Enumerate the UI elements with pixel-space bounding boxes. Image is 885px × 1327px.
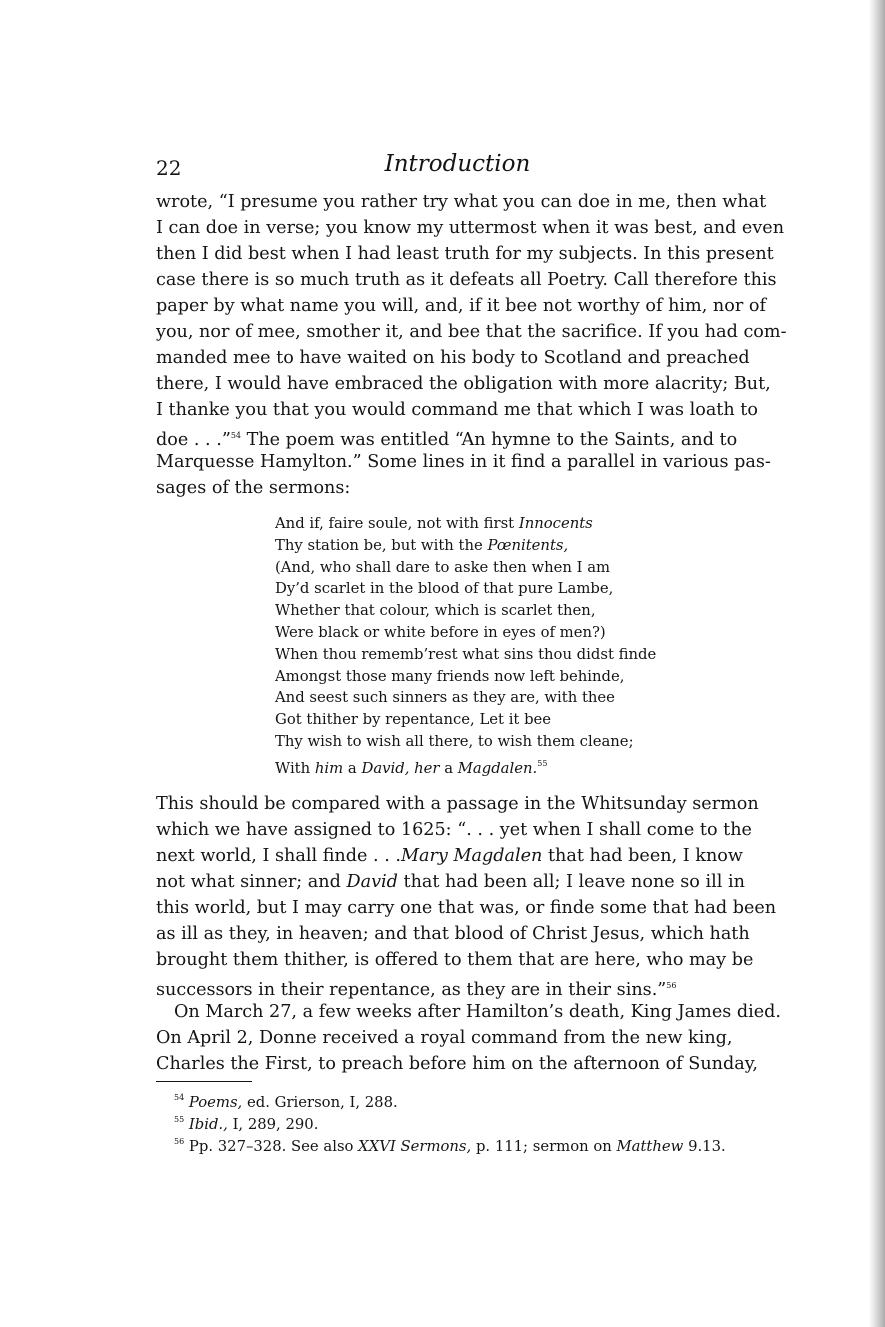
text-line: paper by what name you will, and, if it bee not worthy of him, nor of <box>156 296 766 316</box>
verse-text: With <box>275 759 311 777</box>
text-line: Charles the First, to preach before him on the afternoon of Sunday, <box>156 1054 758 1074</box>
text-line: wrote, “I presume you rather try what you can doe in me, then what <box>156 192 767 212</box>
footnote-text: p. 111; sermon on <box>475 1138 612 1155</box>
verse-line: Were black or white before in eyes of men?) <box>275 623 606 641</box>
footnote-text: ed. Grierson, I, 288. <box>246 1094 398 1111</box>
text-run: successors in their repentance, as they are in their sins.” <box>156 980 667 1000</box>
text-line: you, nor of mee, smother it, and bee that the sacrifice. If you had com- <box>156 322 787 342</box>
verse-line: (And, who shall dare to aske then when I am <box>275 558 611 576</box>
page-number: 22 <box>156 156 182 180</box>
verse-line: Whether that colour, which is scarlet then, <box>275 602 596 620</box>
verse-text: Thy station be, but with the <box>275 536 483 554</box>
verse-line: Dy’d scarlet in the blood of that pure Lambe, <box>275 580 614 598</box>
footnote-ref-55: 55 <box>537 758 548 768</box>
footnote-ref-56: 56 <box>666 981 677 990</box>
paragraph-letter-quote <box>156 189 787 501</box>
footnote-text: I, 289, 290. <box>232 1116 319 1133</box>
paragraph-king-james <box>156 999 782 1077</box>
text-line <box>156 423 738 450</box>
text-line: there, I would have embraced the obligation with more alacrity; But, <box>156 374 771 394</box>
text-line: brought them thither, is offered to them that are here, who may be <box>156 950 754 970</box>
text-line: This should be compared with a passage in the Whitsunday sermon <box>156 794 759 814</box>
verse-quotation <box>275 513 656 775</box>
verse-line: Got thither by repentance, Let it bee <box>275 711 552 729</box>
verse-text: a <box>444 759 454 777</box>
text-italic: David <box>346 872 398 892</box>
verse-italic: Magdalen. <box>457 759 538 777</box>
footnote-divider <box>156 1081 252 1082</box>
verse-text: And if, faire soule, not with first <box>275 515 515 532</box>
text-line: which we have assigned to 1625: “. . . yet when I shall come to the <box>156 820 752 840</box>
verse-line <box>275 513 656 535</box>
text-line: manded mee to have waited on his body to Scotland and preached <box>156 348 750 368</box>
footnote-italic: XXVI Sermons, <box>358 1138 472 1155</box>
text-line: case there is so much truth as it defeats all Poetry. Call therefore this <box>156 270 777 290</box>
page-edge-shadow <box>869 0 885 1327</box>
footnote-number: 55 <box>174 1115 185 1124</box>
text-line <box>156 973 732 999</box>
text-line: On April 2, Donne received a royal command from the new king, <box>156 1028 733 1048</box>
footnote-text: Pp. 327–328. See also <box>188 1138 354 1155</box>
verse-text: a <box>347 759 357 777</box>
text-line: I can doe in verse; you know my uttermost when it was best, and even <box>156 218 785 238</box>
text-run: that had been all; I leave none so ill in <box>403 872 745 892</box>
verse-italic: him <box>314 759 344 777</box>
running-head: Introduction <box>384 151 531 177</box>
footnote-italic: Ibid., <box>188 1116 228 1133</box>
text-run: next world, I shall finde . . . <box>156 846 401 866</box>
paragraph-whitsunday <box>156 791 777 1000</box>
text-run: The poem was entitled “An hymne to the Saints, and to <box>246 430 738 450</box>
verse-italic: Pœnitents, <box>487 536 569 554</box>
text-run: not what sinner; and <box>156 872 341 892</box>
footnote-number: 54 <box>174 1093 185 1102</box>
footnote-italic: Poems, <box>188 1094 243 1111</box>
footnote-55 <box>174 1109 734 1131</box>
footnote-ref-54: 54 <box>230 431 242 440</box>
text-line: as ill as they, in heaven; and that blood of Christ Jesus, which hath <box>156 924 750 944</box>
verse-line: Thy wish to wish all there, to wish them cleane; <box>275 732 634 750</box>
text-run: that had been, I know <box>547 846 743 866</box>
text-run: doe . . .” <box>156 430 231 450</box>
footnote-number: 56 <box>174 1137 185 1146</box>
text-line <box>156 843 743 869</box>
verse-line: Amongst those many friends now left behinde, <box>275 667 625 685</box>
footnote-text: 9.13. <box>688 1138 726 1155</box>
verse-italic: Innocents <box>518 515 593 532</box>
footnote-italic: Matthew <box>616 1138 684 1155</box>
verse-italic: David, <box>361 759 410 777</box>
verse-line <box>275 535 656 557</box>
text-line: On March 27, a few weeks after Hamilton’s death, King James died. <box>174 1002 782 1022</box>
verse-italic: her <box>414 759 440 777</box>
footnote-56 <box>174 1131 734 1153</box>
text-italic: Mary Magdalen <box>401 846 543 866</box>
text-line: I thanke you that you would command me that which I was loath to <box>156 400 758 420</box>
footnotes <box>174 1087 734 1153</box>
verse-line: And seest such sinners as they are, with thee <box>275 689 615 707</box>
text-line: Marquesse Hamylton.” Some lines in it find a parallel in various pas- <box>156 452 771 472</box>
footnote-54 <box>174 1087 734 1109</box>
text-line <box>156 869 745 895</box>
text-line: sages of the sermons: <box>156 478 351 498</box>
verse-line: When thou rememb’rest what sins thou didst finde <box>275 645 657 663</box>
verse-line <box>275 753 656 775</box>
text-line: then I did best when I had least truth for my subjects. In this present <box>156 244 774 264</box>
text-line: this world, but I may carry one that was, or finde some that had been <box>156 898 777 918</box>
